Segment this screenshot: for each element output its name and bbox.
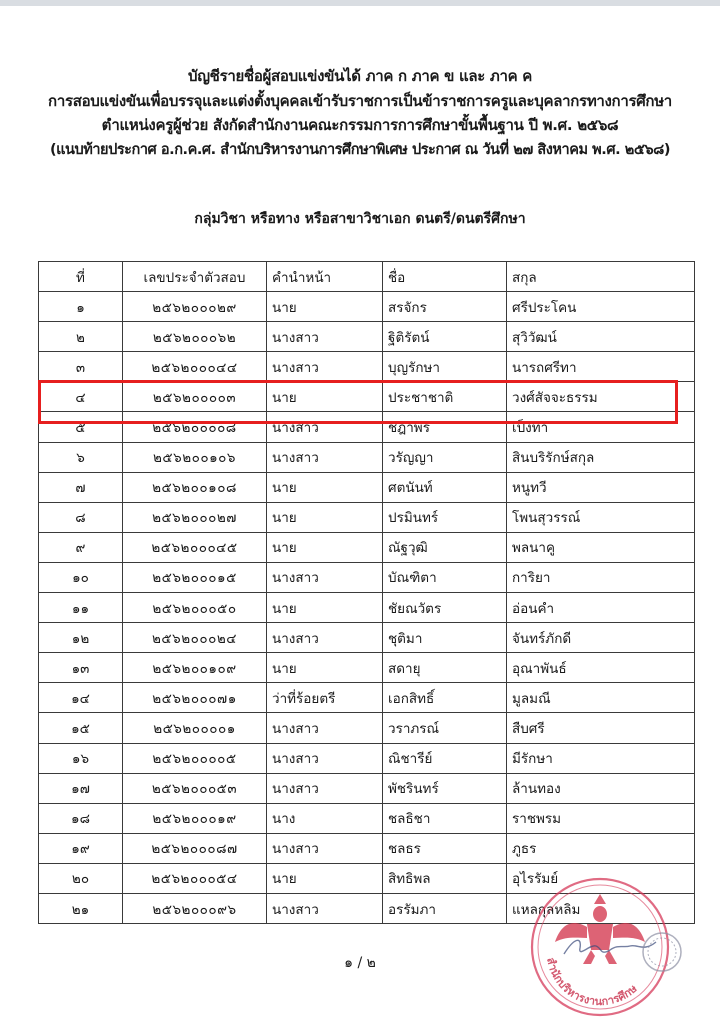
cell-last-name: แหลกุลหลิม xyxy=(507,893,695,923)
cell-last-name: มูลมณี xyxy=(507,683,695,713)
cell-first-name: ชุติมา xyxy=(383,623,507,653)
cell-title: นาย xyxy=(267,502,383,532)
cell-exam-id: ๒๕๖๒๐๐๐๑๕ xyxy=(123,562,267,592)
cell-title: นาง xyxy=(267,803,383,833)
cell-no: ๑๗ xyxy=(39,773,123,803)
table-row xyxy=(39,713,695,743)
cell-first-name: สิทธิพล xyxy=(383,863,507,893)
cell-no: ๑๑ xyxy=(39,593,123,623)
cell-last-name: การิยา xyxy=(507,562,695,592)
cell-first-name: เอกสิทธิ์ xyxy=(383,683,507,713)
cell-first-name: วราภรณ์ xyxy=(383,713,507,743)
cell-exam-id: ๒๕๖๒๐๐๐๒๔ xyxy=(123,623,267,653)
cell-last-name: สุวิวัฒน์ xyxy=(507,322,695,352)
cell-first-name: ฐิติรัตน์ xyxy=(383,322,507,352)
cell-title: นาย xyxy=(267,653,383,683)
cell-exam-id: ๒๕๖๒๐๐๑๐๙ xyxy=(123,653,267,683)
table-row xyxy=(39,532,695,562)
table-row xyxy=(39,562,695,592)
cell-title: นางสาว xyxy=(267,833,383,863)
cell-exam-id: ๒๕๖๒๐๐๐๙๖ xyxy=(123,893,267,923)
cell-exam-id: ๒๕๖๒๐๐๐๘๗ xyxy=(123,833,267,863)
cell-no: ๑๔ xyxy=(39,683,123,713)
cell-title: นาย xyxy=(267,292,383,322)
table-row xyxy=(39,472,695,502)
cell-exam-id: ๒๕๖๒๐๐๐๕๔ xyxy=(123,863,267,893)
cell-no: ๑๐ xyxy=(39,562,123,592)
cell-first-name: สดายุ xyxy=(383,653,507,683)
cell-last-name: พลนาคู xyxy=(507,532,695,562)
header-no: ที่ xyxy=(39,262,123,292)
header-line-2: การสอบแข่งขันเพื่อบรรจุและแต่งตั้งบุคคลเข้ารับราชการเป็นข้าราชการครูและบุคลากรทางการศึกษา xyxy=(48,91,672,110)
cell-title: นางสาว xyxy=(267,322,383,352)
seal-text: สำนักบริหารงานการศึกษ xyxy=(544,956,640,1009)
cell-title: ว่าที่ร้อยตรี xyxy=(267,683,383,713)
cell-title: นางสาว xyxy=(267,442,383,472)
table-row xyxy=(39,773,695,803)
header-last-name: สกุล xyxy=(507,262,695,292)
table-row xyxy=(39,743,695,773)
cell-last-name: มีรักษา xyxy=(507,743,695,773)
cell-last-name: เป็งทา xyxy=(507,412,695,442)
highlight-box xyxy=(38,380,678,424)
cell-first-name: บุญรักษา xyxy=(383,352,507,382)
cell-exam-id: ๒๕๖๒๐๐๐๐๓ xyxy=(123,382,267,412)
cell-title: นางสาว xyxy=(267,893,383,923)
cell-last-name: นารถศรีทา xyxy=(507,352,695,382)
table-row xyxy=(39,833,695,863)
cell-title: นางสาว xyxy=(267,412,383,442)
table-row xyxy=(39,352,695,382)
cell-last-name: อ่อนคำ xyxy=(507,593,695,623)
cell-last-name: สืบศรี xyxy=(507,713,695,743)
header-first-name: ชื่อ xyxy=(383,262,507,292)
cell-no: ๒ xyxy=(39,322,123,352)
cell-title: นางสาว xyxy=(267,562,383,592)
cell-last-name: สินบริรักษ์สกุล xyxy=(507,442,695,472)
cell-title: นางสาว xyxy=(267,623,383,653)
cell-first-name: อรรัมภา xyxy=(383,893,507,923)
cell-exam-id: ๒๕๖๒๐๐๐๕๐ xyxy=(123,593,267,623)
cell-no: ๑๖ xyxy=(39,743,123,773)
cell-exam-id: ๒๕๖๒๐๐๐๐๑ xyxy=(123,713,267,743)
cell-no: ๗ xyxy=(39,472,123,502)
cell-last-name: วงศ์สัจจะธรรม xyxy=(507,382,695,412)
cell-no: ๒๑ xyxy=(39,893,123,923)
cell-no: ๔ xyxy=(39,382,123,412)
cell-last-name: ภูธร xyxy=(507,833,695,863)
cell-exam-id: ๒๕๖๒๐๐๐๗๑ xyxy=(123,683,267,713)
cell-title: นาย xyxy=(267,472,383,502)
cell-first-name: สรจักร xyxy=(383,292,507,322)
cell-exam-id: ๒๕๖๒๐๐๐๐๕ xyxy=(123,743,267,773)
cell-exam-id: ๒๕๖๒๐๐๑๐๘ xyxy=(123,472,267,502)
cell-title: นาย xyxy=(267,863,383,893)
table-row xyxy=(39,653,695,683)
header-line-3: ตำแหน่งครูผู้ช่วย สังกัดสำนักงานคณะกรรมการการศึกษาขั้นพื้นฐาน ปี พ.ศ. ๒๕๖๘ xyxy=(101,116,619,134)
cell-last-name: ล้านทอง xyxy=(507,773,695,803)
cell-first-name: ศตนันท์ xyxy=(383,472,507,502)
cell-exam-id: ๒๕๖๒๐๐๐๔๔ xyxy=(123,352,267,382)
cell-no: ๕ xyxy=(39,412,123,442)
cell-first-name: วรัญญา xyxy=(383,442,507,472)
cell-last-name: จันทร์ภักดี xyxy=(507,623,695,653)
cell-exam-id: ๒๕๖๒๐๐๐๒๗ xyxy=(123,502,267,532)
cell-exam-id: ๒๕๖๒๐๐๑๐๖ xyxy=(123,442,267,472)
cell-last-name: อุณาพันธ์ xyxy=(507,653,695,683)
cell-last-name: ราชพรม xyxy=(507,803,695,833)
cell-title: นางสาว xyxy=(267,352,383,382)
table-row xyxy=(39,322,695,352)
cell-first-name: ชฎาพร xyxy=(383,412,507,442)
cell-first-name: พัชรินทร์ xyxy=(383,773,507,803)
cell-last-name: ศรีประโคน xyxy=(507,292,695,322)
header-exam-id: เลขประจำตัวสอบ xyxy=(123,262,267,292)
cell-no: ๖ xyxy=(39,442,123,472)
cell-exam-id: ๒๕๖๒๐๐๐๒๙ xyxy=(123,292,267,322)
cell-first-name: ณัฐวุฒิ xyxy=(383,532,507,562)
cell-no: ๑๘ xyxy=(39,803,123,833)
header-line-1: บัญชีรายชื่อผู้สอบแข่งขันได้ ภาค ก ภาค ข และ ภาค ค xyxy=(187,67,533,85)
cell-first-name: บัณฑิตา xyxy=(383,562,507,592)
cell-first-name: ชลธร xyxy=(383,833,507,863)
cell-no: ๒๐ xyxy=(39,863,123,893)
cell-no: ๘ xyxy=(39,502,123,532)
cell-no: ๙ xyxy=(39,532,123,562)
table-row xyxy=(39,292,695,322)
cell-title: นาย xyxy=(267,382,383,412)
table-row xyxy=(39,803,695,833)
cell-no: ๑ xyxy=(39,292,123,322)
cell-no: ๑๓ xyxy=(39,653,123,683)
cell-first-name: ชลธิชา xyxy=(383,803,507,833)
cell-no: ๑๒ xyxy=(39,623,123,653)
table-row xyxy=(39,683,695,713)
cell-last-name: อุไรรัมย์ xyxy=(507,863,695,893)
cell-title: นาย xyxy=(267,532,383,562)
cell-exam-id: ๒๕๖๒๐๐๐๔๕ xyxy=(123,532,267,562)
cell-no: ๑๕ xyxy=(39,713,123,743)
table-row xyxy=(39,623,695,653)
top-bar xyxy=(0,0,720,6)
document-header xyxy=(0,64,720,162)
results-table xyxy=(38,261,695,924)
cell-last-name: โพนสุวรรณ์ xyxy=(507,502,695,532)
cell-last-name: หนูทวี xyxy=(507,472,695,502)
table-row xyxy=(39,502,695,532)
cell-first-name: ณิชารีย์ xyxy=(383,743,507,773)
cell-no: ๓ xyxy=(39,352,123,382)
table-row xyxy=(39,593,695,623)
cell-first-name: ประชาชาติ xyxy=(383,382,507,412)
cell-no: ๑๙ xyxy=(39,833,123,863)
header-line-4: (แนบท้ายประกาศ อ.ก.ค.ศ. สำนักบริหารงานการศึกษาพิเศษ ประกาศ ณ วันที่ ๒๗ สิงหาคม พ.ศ. ๒๕๖๘) xyxy=(49,141,671,158)
table-row xyxy=(39,442,695,472)
subject-heading: กลุ่มวิชา หรือทาง หรือสาขาวิชาเอก ดนตรี/ดนตรีศึกษา xyxy=(194,211,526,227)
cell-title: นางสาว xyxy=(267,713,383,743)
header-title: คำนำหน้า xyxy=(267,262,383,292)
cell-exam-id: ๒๕๖๒๐๐๐๕๓ xyxy=(123,773,267,803)
table-header-row xyxy=(39,262,695,292)
cell-title: นาย xyxy=(267,593,383,623)
cell-first-name: ชัยณวัตร xyxy=(383,593,507,623)
cell-exam-id: ๒๕๖๒๐๐๐๐๘ xyxy=(123,412,267,442)
cell-first-name: ปรมินทร์ xyxy=(383,502,507,532)
cell-title: นางสาว xyxy=(267,773,383,803)
page-number: ๑ / ๒ xyxy=(344,955,376,971)
cell-title: นางสาว xyxy=(267,743,383,773)
cell-exam-id: ๒๕๖๒๐๐๐๖๒ xyxy=(123,322,267,352)
cell-exam-id: ๒๕๖๒๐๐๐๑๙ xyxy=(123,803,267,833)
